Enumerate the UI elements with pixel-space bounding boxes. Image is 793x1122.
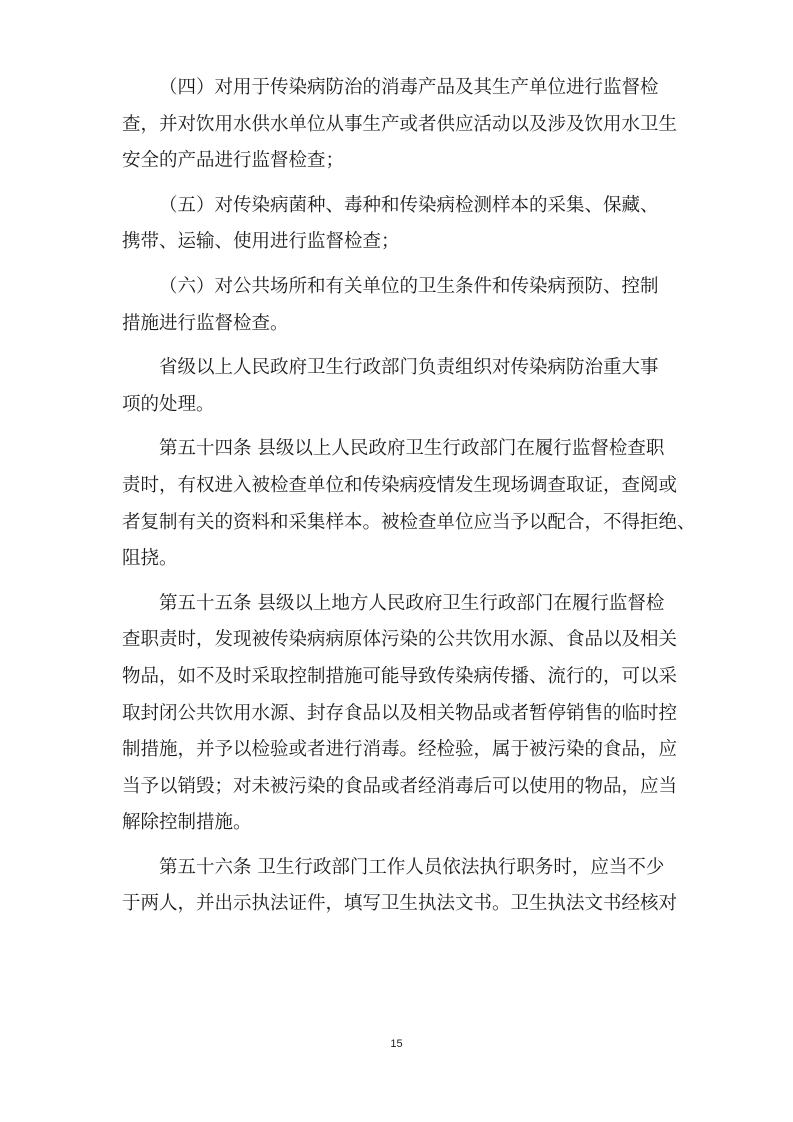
text-line: 查，并对饮用水供水单位从事生产或者供应活动以及涉及饮用水卫生 [122,113,678,135]
text-line: 当予以销毁；对未被污染的食品或者经消毒后可以使用的物品，应当 [122,775,678,797]
text-line: （四）对用于传染病防治的消毒产品及其生产单位进行监督检 [159,77,659,98]
text-line: 省级以上人民政府卫生行政部门负责组织对传染病防治重大事 [159,357,659,379]
article-56 [122,850,678,923]
text-line: （五）对传染病菌种、毒种和传染病检测样本的采集、保藏、 [159,194,659,216]
text-line: 物品，如不及时采取控制措施可能导致传染病传播、流行的，可以采 [122,665,678,687]
page-number: 15 [390,1038,403,1050]
text-line: （六）对公共场所和有关单位的卫生条件和传染病预防、控制 [159,275,659,297]
paragraph-provincial [122,350,674,423]
text-line: 第五十五条 县级以上地方人民政府卫生行政部门在履行监督检 [159,592,665,614]
text-line: 第五十四条 县级以上人民政府卫生行政部门在履行监督检查职 [159,438,665,460]
paragraph-item-4 [122,70,678,180]
text-line: 措施进行监督检查。 [122,312,289,334]
text-line: 解除控制措施。 [122,812,252,834]
text-line: 于两人，并出示执法证件，填写卫生执法文书。卫生执法文书经核对 [122,893,678,915]
text-line: 制措施，并予以检验或者进行消毒。经检验，属于被污染的食品，应 [122,739,678,761]
text-line: 责时，有权进入被检查单位和传染病疫情发生现场调查取证，查阅或 [122,474,678,496]
paragraph-item-5 [122,188,674,261]
text-line: 者复制有关的资料和采集样本。被检查单位应当予以配合，不得拒绝、 [122,511,696,533]
text-line: 取封闭公共饮用水源、封存食品以及相关物品或者暂停销售的临时控 [122,702,678,724]
paragraph-item-6 [122,269,674,342]
text-line: 安全的产品进行监督检查； [122,150,345,172]
text-line: 查职责时，发现被传染病病原体污染的公共饮用水源、食品以及相关 [122,629,678,651]
text-line: 第五十六条 卫生行政部门工作人员依法执行职务时，应当不少 [159,856,665,878]
article-55 [122,586,678,842]
text-line: 携带、运输、使用进行监督检查； [122,231,400,253]
text-line: 阻挠。 [122,548,178,570]
document-body [122,70,696,923]
article-54 [122,431,696,577]
text-line: 项的处理。 [122,393,215,415]
